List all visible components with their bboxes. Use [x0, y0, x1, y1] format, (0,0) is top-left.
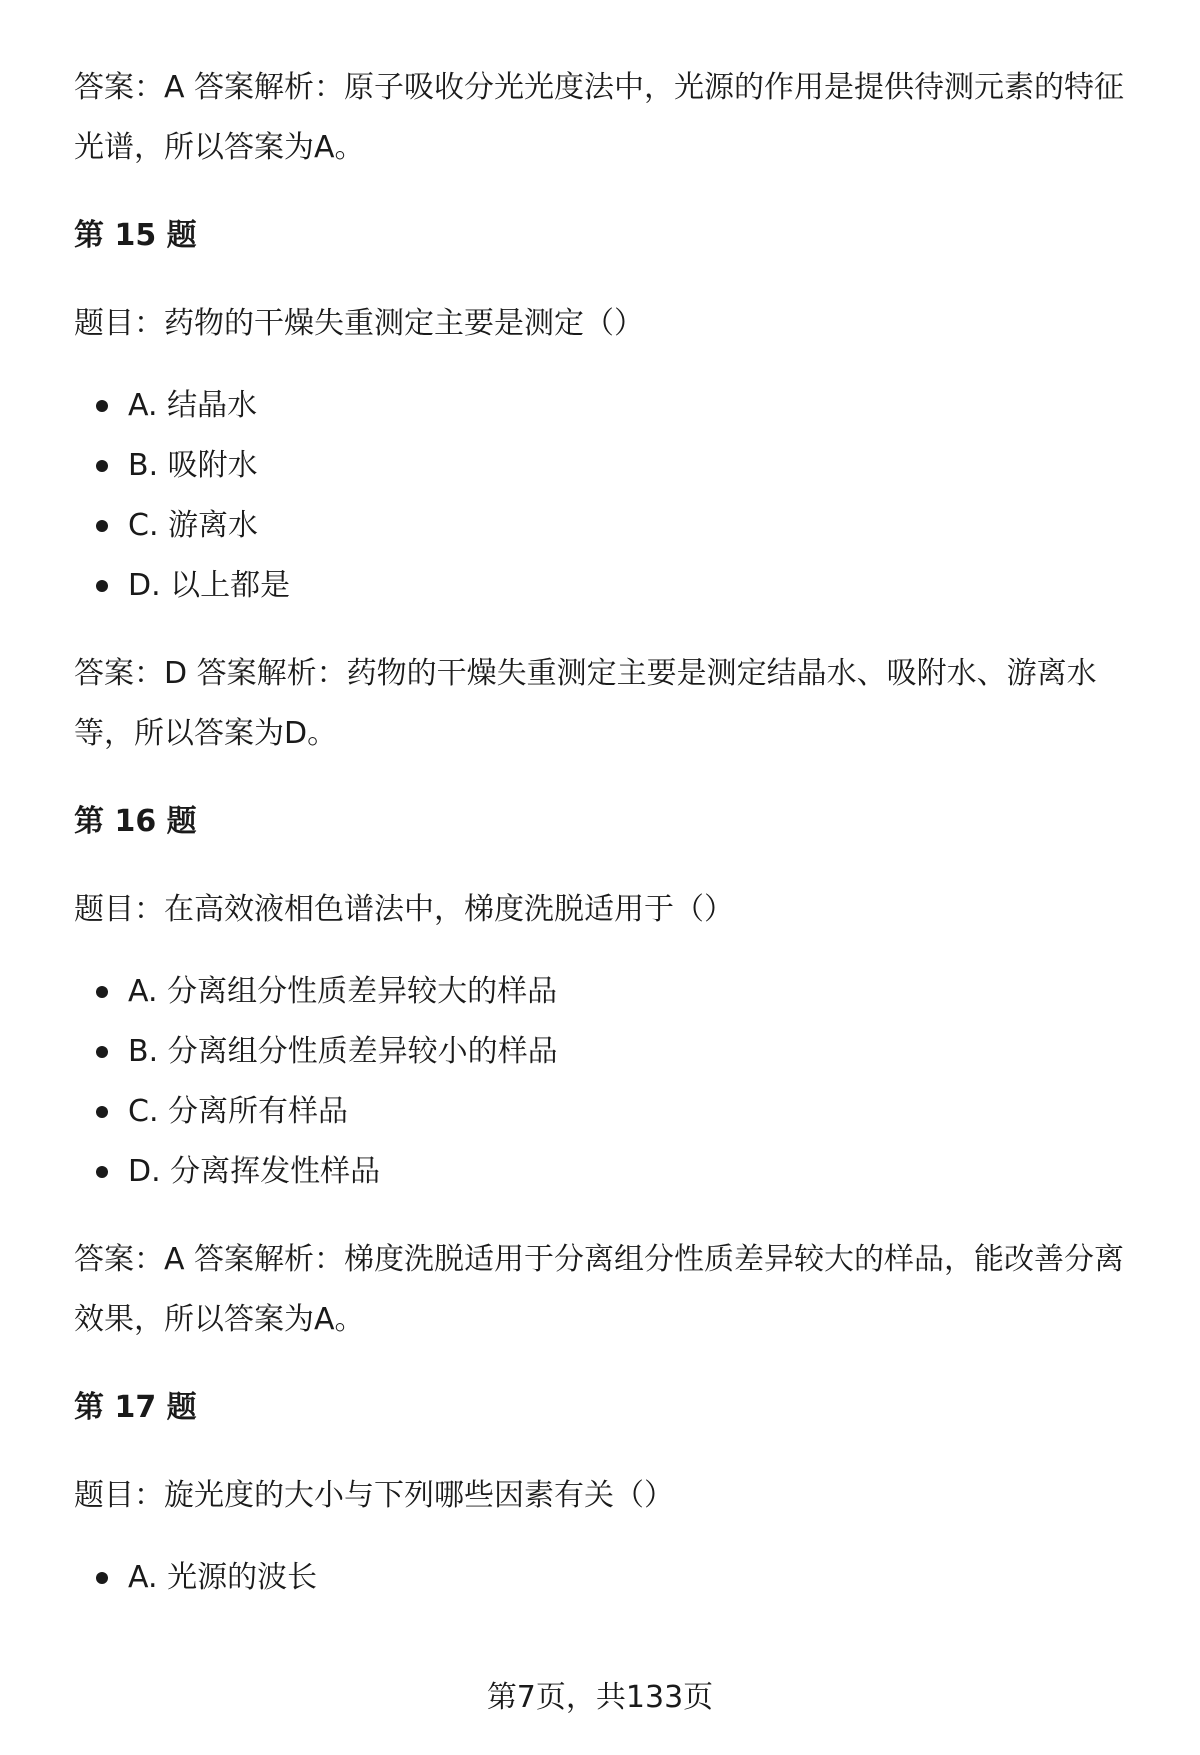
- page-number-footer: 第7页，共133页: [486, 1680, 714, 1715]
- bullet-icon: [96, 580, 108, 592]
- question-text: 题目：旋光度的大小与下列哪些因素有关（）: [74, 1478, 674, 1513]
- bullet-icon: [96, 520, 108, 532]
- answer-text: 答案：D 答案解析：药物的干燥失重测定主要是测定结晶水、吸附水、游离水等，所以答案为D。: [74, 656, 1097, 751]
- option-c: C. 游离水: [74, 496, 1154, 556]
- question-17: [74, 1378, 1154, 1608]
- option-a: A. 结晶水: [74, 376, 1154, 436]
- bullet-icon: [96, 1106, 108, 1118]
- option-d: D. 以上都是: [74, 556, 1154, 616]
- question-text: 题目：在高效液相色谱法中，梯度洗脱适用于（）: [74, 892, 734, 927]
- bullet-icon: [96, 400, 108, 412]
- question-text: 题目：药物的干燥失重测定主要是测定（）: [74, 306, 644, 341]
- options-list: [74, 1548, 1154, 1608]
- option-a: A. 光源的波长: [74, 1548, 1154, 1608]
- document-page: [74, 58, 1154, 1636]
- question-heading: 第 15 题: [74, 218, 197, 253]
- question-16: [74, 792, 1154, 1350]
- options-list: [74, 376, 1154, 616]
- option-b: B. 吸附水: [74, 436, 1154, 496]
- question-heading: 第 16 题: [74, 804, 197, 839]
- option-d: D. 分离挥发性样品: [74, 1142, 1154, 1202]
- bullet-icon: [96, 1046, 108, 1058]
- bullet-icon: [96, 460, 108, 472]
- options-list: [74, 962, 1154, 1202]
- option-b: B. 分离组分性质差异较小的样品: [74, 1022, 1154, 1082]
- bullet-icon: [96, 1572, 108, 1584]
- question-15: [74, 206, 1154, 764]
- bullet-icon: [96, 1166, 108, 1178]
- option-a: A. 分离组分性质差异较大的样品: [74, 962, 1154, 1022]
- bullet-icon: [96, 986, 108, 998]
- answer-text: 答案：A 答案解析：梯度洗脱适用于分离组分性质差异较大的样品，能改善分离效果，所以答案为A。: [74, 1242, 1125, 1337]
- option-c: C. 分离所有样品: [74, 1082, 1154, 1142]
- answer-14: 答案：A 答案解析：原子吸收分光光度法中，光源的作用是提供待测元素的特征光谱，所以答案为A。: [74, 70, 1125, 165]
- question-heading: 第 17 题: [74, 1390, 197, 1425]
